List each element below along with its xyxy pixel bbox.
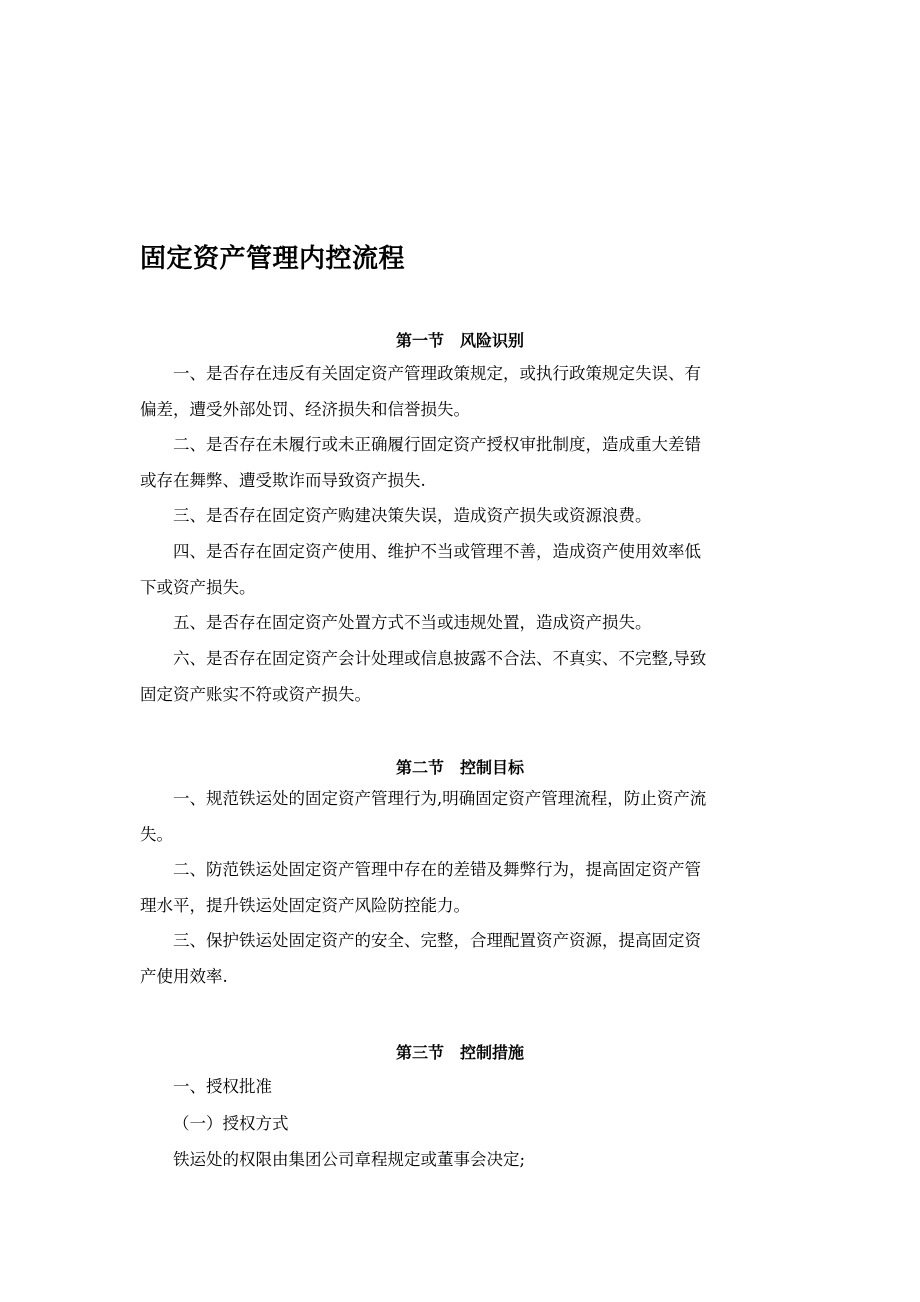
paragraph-line: 六、是否存在固定资产会计处理或信息披露不合法、不真实、不完整,导致 [173,649,707,668]
paragraph-line: 偏差，遭受外部处罚、经济损失和信誉损失。 [140,400,470,419]
paragraph-line: 理水平，提升铁运处固定资产风险防控能力。 [140,896,470,915]
paragraph-line: 一、是否存在违反有关固定资产管理政策规定，或执行政策规定失误、有 [173,364,701,383]
paragraph-line: 二、是否存在未履行或未正确履行固定资产授权审批制度，造成重大差错 [173,435,701,454]
paragraph-line: 一、规范铁运处的固定资产管理行为,明确固定资产管理流程，防止资产流 [173,789,707,808]
paragraph [140,498,780,534]
paragraph-line: 五、是否存在固定资产处置方式不当或违规处置，造成资产损失。 [173,613,652,632]
subheading-authorization-method: （一）授权方式 [173,1114,289,1133]
paragraph-line: 三、是否存在固定资产购建决策失误，造成资产损失或资源浪费。 [173,506,652,525]
paragraph-line: 三、保护铁运处固定资产的安全、完整，合理配置资产资源，提高固定资 [173,931,701,950]
subheading-authorization: 一、授权批准 [173,1077,272,1096]
paragraph [140,781,780,853]
paragraph [140,641,780,713]
paragraph [140,923,780,995]
document-title: 固定资产管理内控流程 [140,244,406,274]
section-heading-risk-identification: 第一节 风险识别 [395,331,524,350]
paragraph [140,534,780,606]
paragraph-line: 产使用效率. [140,967,228,986]
paragraph-line: 下或资产损失。 [140,578,256,597]
paragraph-line: 或存在舞弊、遭受欺诈而导致资产损失. [140,471,426,490]
paragraph-line: 固定资产账实不符或资产损失。 [140,685,371,704]
paragraph-line: 二、防范铁运处固定资产管理中存在的差错及舞弊行为，提高固定资产管 [173,860,701,879]
section-heading-control-measures: 第三节 控制措施 [395,1043,524,1062]
section-heading-control-objectives: 第二节 控制目标 [395,758,524,777]
paragraph [140,852,780,924]
paragraph [140,427,780,499]
paragraph [140,605,780,641]
paragraph-line: 四、是否存在固定资产使用、维护不当或管理不善，造成资产使用效率低 [173,542,701,561]
paragraph-line: 失。 [140,825,173,844]
paragraph [140,356,780,428]
body-text: 铁运处的权限由集团公司章程规定或董事会决定; [173,1150,526,1169]
